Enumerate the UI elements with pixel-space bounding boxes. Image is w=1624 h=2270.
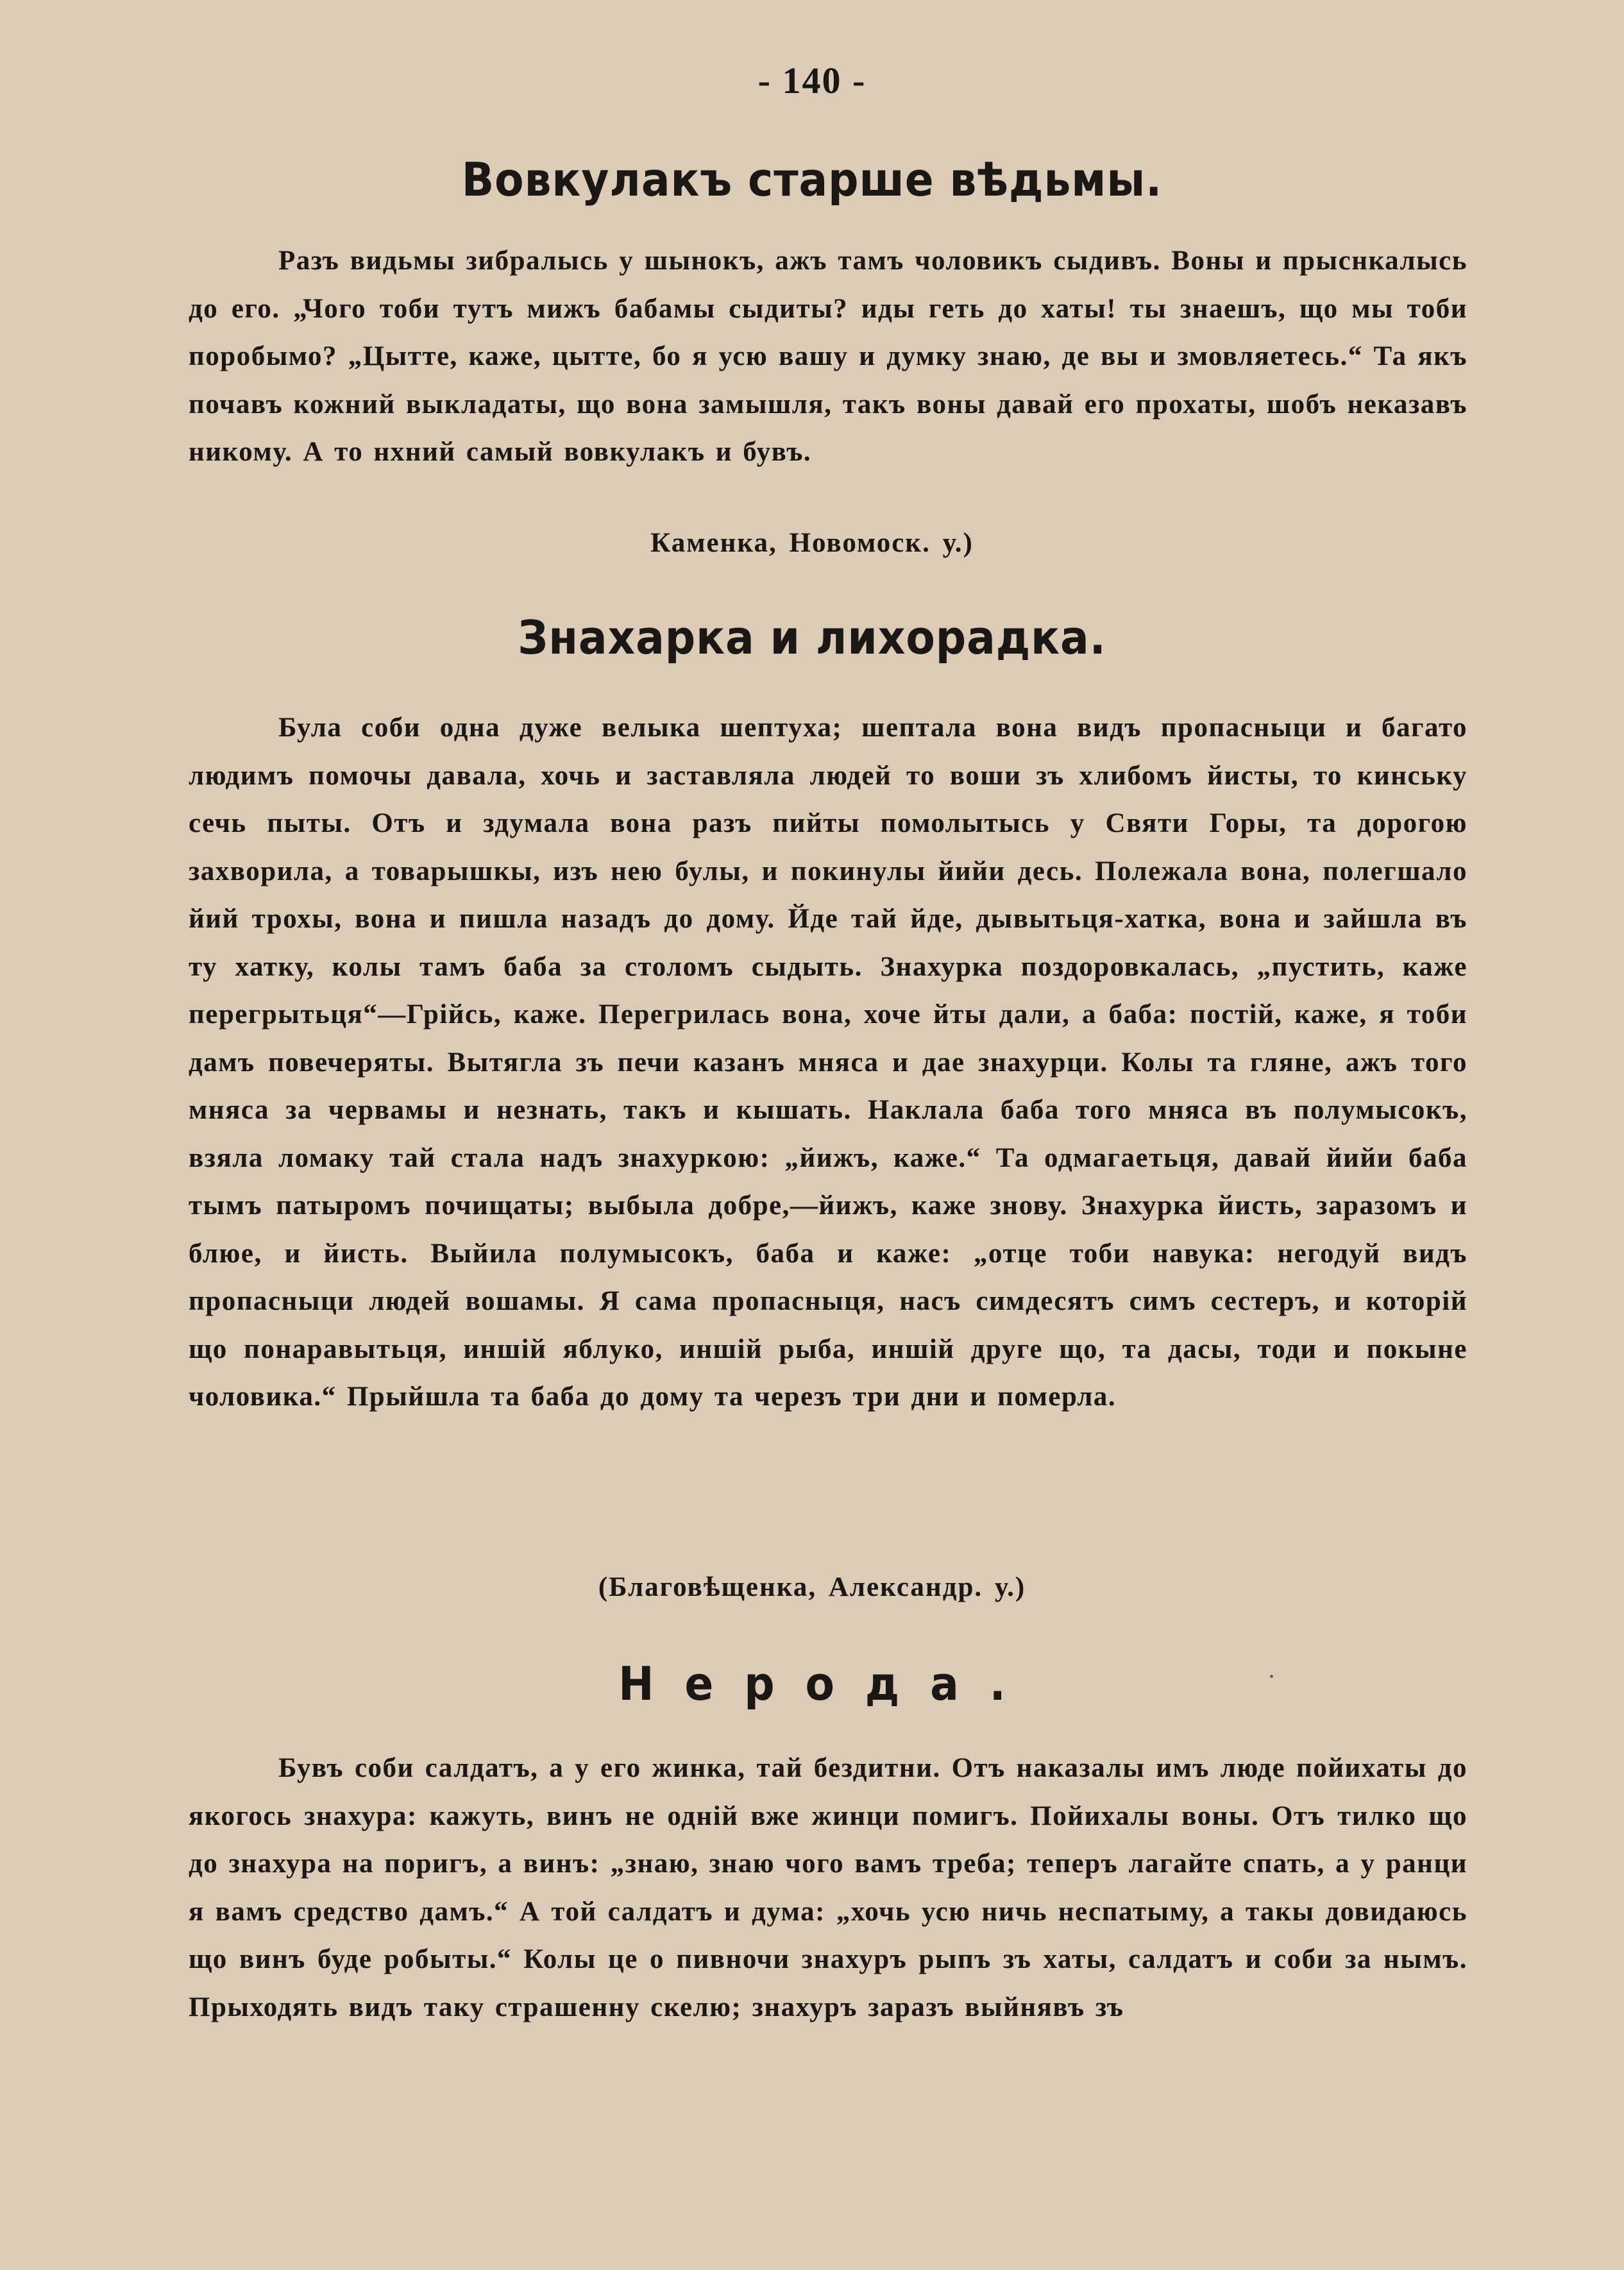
section-title-znakharka: Знахарка и лихорадка.: [518, 611, 1106, 665]
paper-speck: [1270, 1675, 1273, 1678]
section-title-vovkulak: Вовкулакъ старше вѣдьмы.: [461, 153, 1163, 207]
section-title-neroda: Нерода.: [618, 1657, 1036, 1711]
section-text-neroda: Бувъ соби салдатъ, а у его жинка, тай бездитни. Отъ наказалы имъ люде пойихаты до якогось знахура: кажуть, винъ не одній вже жинци помигъ. Пойихалы воны. Отъ тилко що до знахура на поригъ, а винъ: „знаю, знаю чого вамъ треба; теперъ лагайте спать, а у ранци я вамъ средство дамъ.“ А той салдатъ и дума: „хочь усю ничь неспатыму, а такы довидаюсь що винъ буде робыты.“ Колы це о пивночи знахуръ рыпъ зъ хаты, салдатъ и соби за нымъ. Прыходять видъ таку страшенну скелю; знахуръ заразъ выйнявъ зъ: [189, 1753, 1468, 2022]
section-source-znakharka: (Благовѣщенка, Александр. у.): [598, 1572, 1026, 1602]
page-number: - 140 -: [757, 60, 867, 101]
section-source-vovkulak: Каменка, Новомоск. у.): [650, 528, 974, 558]
section-text-znakharka: Була соби одна дуже велыка шептуха; шептала вона видъ пропасныци и багато людимъ помочы давала, хочь и заставляла людей то воши зъ хлибомъ йисты, то кинську сечь пыты. Отъ и здумала вона разъ пийты помолытысь у Святи Горы, та дорогою захворила, а товарышкы, изъ нею булы, и покинулы йийи десь. Полежала вона, полегшало йий трохы, вона и пишла назадъ до дому. Йде тай йде, дывытьця-хатка, вона и зайшла въ ту хатку, колы тамъ баба за столомъ сыдыть. Знахурка поздоровкалась, „пустить, каже перегрытьця“—Грійсь, каже. Перегрилась вона, хоче йты дали, а баба: постій, каже, я тоби дамъ повечеряты. Вытягла зъ печи казанъ мняса и дае знахурци. Колы та гляне, ажъ того мняса за червамы и незнать, такъ и кышать. Наклала баба того мняса въ полумысокъ, взяла ломаку тай стала надъ знахуркою: „йижъ, каже.“ Та одмагаетьця, давай йийи баба тымъ патыромъ почищаты; выбыла добре,—йижъ, каже знову. Знахурка йисть, заразомъ и блюе, и йисть. Выйила полумысокъ, баба и каже: „отце тоби навука: негодуй видъ пропасныци людей вошамы. Я сама пропасныця, насъ симдесятъ симъ сестеръ, и которій що понаравытьця, иншій яблуко, иншій рыба, иншій друге що, та дасы, тоди и покыне чоловика.“ Прыйшла та баба до дому та черезъ три дни и померла.: [189, 713, 1468, 1412]
section-text-vovkulak: Разъ видьмы зибралысь у шынокъ, ажъ тамъ чоловикъ сыдивъ. Воны и прыснкалысь до его. „Чого тоби тутъ мижъ бабамы сыдиты? иды геть до хаты! ты знаешъ, що мы тоби поробымо? „Цытте, каже, цытте, бо я усю вашу и думку знаю, де вы и змовляетесь.“ Та якъ почавъ кожний выкладаты, що вона замышля, такъ воны давай его прохаты, шобъ неказавъ никому. А то нхний самый вовкулакъ и бувъ.: [189, 246, 1468, 467]
